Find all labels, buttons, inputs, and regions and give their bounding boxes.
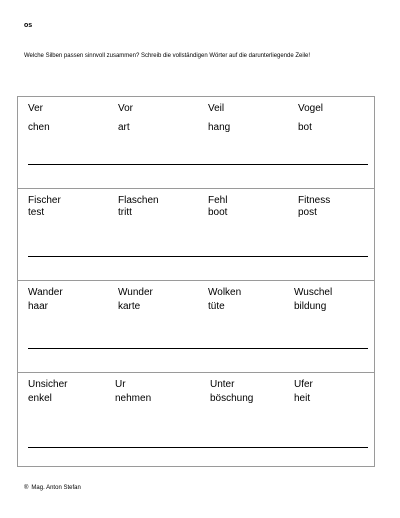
- syllable-bottom: boot: [208, 207, 228, 218]
- syllable-top: Ufer: [294, 379, 313, 390]
- syllable-bottom: enkel: [28, 393, 52, 404]
- exercise-row: [18, 281, 374, 373]
- syllable-bottom: tritt: [118, 207, 132, 218]
- syllable-top: Vogel: [298, 103, 324, 114]
- exercise-row: [18, 97, 374, 189]
- syllable-bottom: bot: [298, 122, 312, 133]
- syllable-top: Wuschel: [294, 287, 333, 298]
- syllable-top: Wander: [28, 287, 63, 298]
- syllable-top: Unter: [210, 379, 235, 390]
- syllable-top: Fitness: [298, 195, 331, 206]
- syllable-bottom: bildung: [294, 301, 327, 312]
- footer-credit: [24, 485, 81, 491]
- exercise-table: [17, 96, 375, 467]
- syllable-top: Ur: [115, 379, 126, 390]
- syllable-top: Unsicher: [28, 379, 68, 390]
- syllable-top: Vor: [118, 103, 134, 114]
- syllable-top: Veil: [208, 103, 225, 114]
- syllable-top: Fehl: [208, 195, 228, 206]
- author-name: Mag. Anton Stefan: [31, 485, 81, 491]
- syllable-bottom: post: [298, 207, 317, 218]
- answer-line[interactable]: [28, 348, 368, 349]
- worksheet-code: os: [24, 22, 33, 29]
- answer-line[interactable]: [28, 256, 368, 257]
- answer-line[interactable]: [28, 164, 368, 165]
- syllable-bottom: heit: [294, 393, 311, 404]
- syllable-bottom: böschung: [210, 393, 254, 404]
- syllable-top: Wolken: [208, 287, 242, 298]
- syllable-bottom: tüte: [208, 301, 225, 312]
- syllable-bottom: karte: [118, 301, 141, 312]
- syllable-top: Ver: [28, 103, 44, 114]
- answer-line[interactable]: [28, 447, 368, 448]
- syllable-top: Fischer: [28, 195, 61, 206]
- syllable-bottom: chen: [28, 122, 50, 133]
- syllable-bottom: nehmen: [115, 393, 152, 404]
- syllable-top: Flaschen: [118, 195, 159, 206]
- syllable-bottom: art: [118, 122, 130, 133]
- syllable-bottom: hang: [208, 122, 231, 133]
- syllable-bottom: test: [28, 207, 45, 218]
- exercise-row: [18, 373, 374, 466]
- instruction-text: Welche Silben passen sinnvoll zusammen? Schreib die vollständigen Wörter auf die darunterliegende Zeile!: [24, 53, 311, 59]
- syllable-bottom: haar: [28, 301, 49, 312]
- exercise-row: [18, 189, 374, 281]
- syllable-top: Wunder: [118, 287, 153, 298]
- registered-icon: ®: [24, 485, 29, 491]
